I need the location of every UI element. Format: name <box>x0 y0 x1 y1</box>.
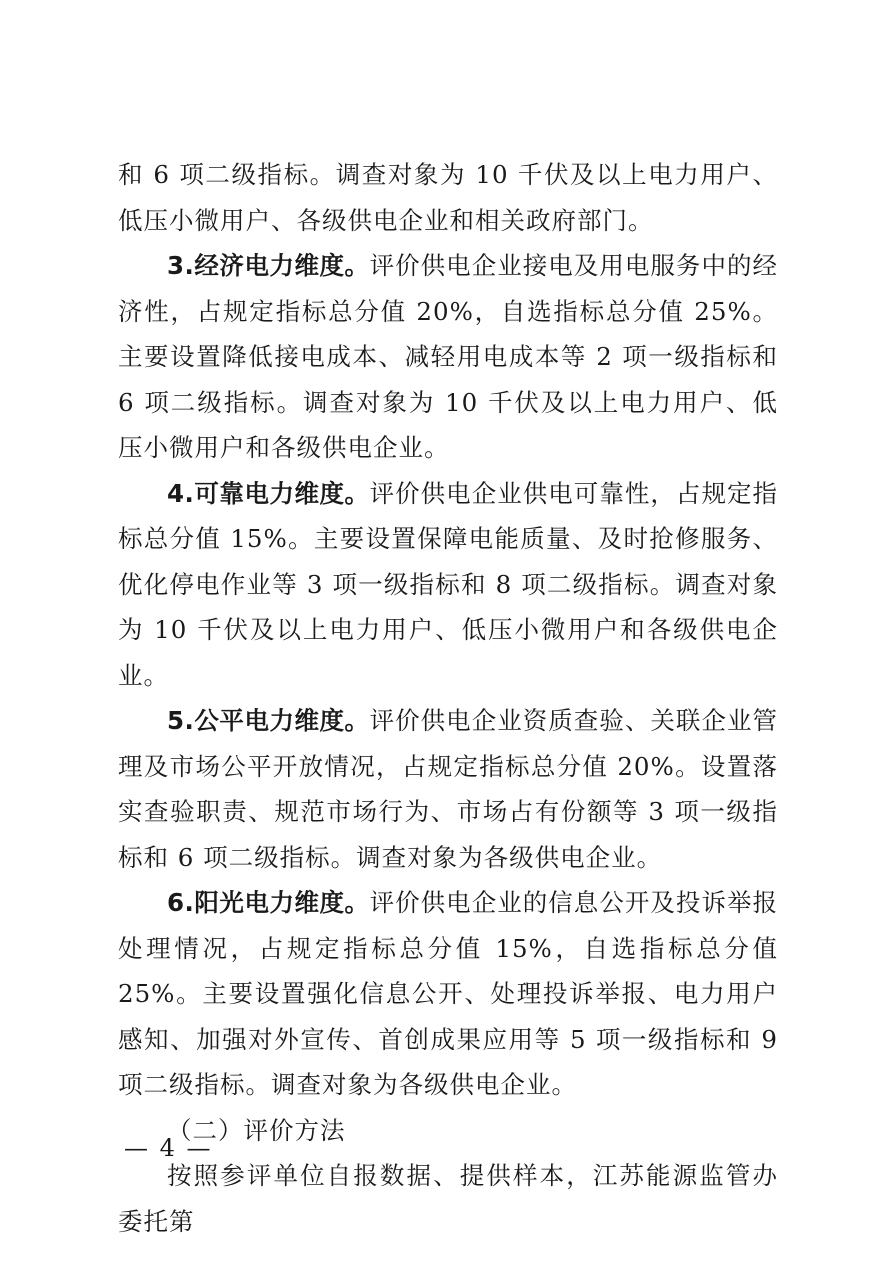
paragraph-text: 评价供电企业接电及用电服务中的经济性，占规定指标总分值 20%，自选指标总分值 25%。主要设置降低接电成本、减轻用电成本等 2 项一级指标和 6 项二级指标。调查对象为 10 千伏及以上电力用户、低压小微用户和各级供电企业。 <box>118 251 778 462</box>
paragraph-text: 评价供电企业的信息公开及投诉举报处理情况，占规定指标总分值 15%，自选指标总分值 25%。主要设置强化信息公开、处理投诉举报、电力用户感知、加强对外宣传、首创成果应用等 5 项一级指标和 9 项二级指标。调查对象为各级供电企业。 <box>118 888 778 1099</box>
paragraph-reliable-dimension <box>118 471 778 699</box>
paragraph-text: 和 6 项二级指标。调查对象为 10 千伏及以上电力用户、低压小微用户、各级供电企业和相关政府部门。 <box>118 160 778 235</box>
paragraph-heading: 6.阳光电力维度。 <box>167 888 370 917</box>
page-number: — 4 — <box>124 1134 213 1162</box>
paragraph-economic-dimension <box>118 243 778 471</box>
paragraph-continuation <box>118 152 778 243</box>
paragraph-fair-dimension <box>118 698 778 880</box>
paragraph-text: 评价供电企业资质查验、关联企业管理及市场公平开放情况，占规定指标总分值 20%。设置落实查验职责、规范市场行为、市场占有份额等 3 项一级指标和 6 项二级指标。调查对象为各级供电企业。 <box>118 706 778 872</box>
document-body <box>118 152 778 1244</box>
paragraph-method <box>118 1153 778 1244</box>
paragraph-text: 评价供电企业供电可靠性，占规定指标总分值 15%。主要设置保障电能质量、及时抢修服务、优化停电作业等 3 项一级指标和 8 项二级指标。调查对象为 10 千伏及以上电力用户、低压小微用户和各级供电企业。 <box>118 478 778 690</box>
paragraph-heading: 4.可靠电力维度。 <box>167 478 370 508</box>
paragraph-sunshine-dimension <box>118 880 778 1108</box>
section-title: （二）评价方法 <box>167 1115 346 1145</box>
paragraph-heading: 5.公平电力维度。 <box>167 706 370 735</box>
paragraph-heading: 3.经济电力维度。 <box>167 251 370 280</box>
paragraph-text: 按照参评单位自报数据、提供样本，江苏能源监管办委托第 <box>118 1161 778 1236</box>
